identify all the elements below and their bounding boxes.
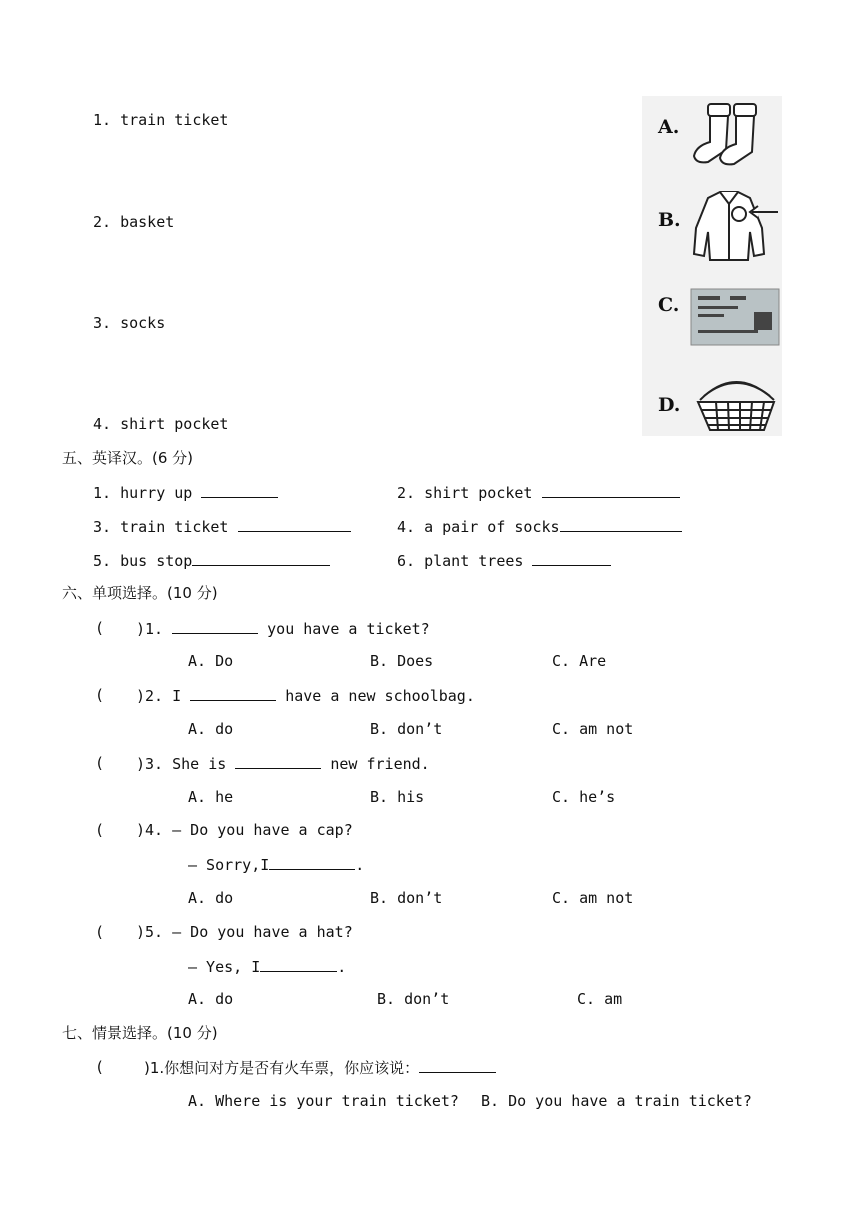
question-1: )1. you have a ticket? xyxy=(136,620,430,638)
q3-option-b[interactable]: B. his xyxy=(370,788,425,806)
q3-option-c[interactable]: C. he’s xyxy=(552,788,616,806)
answer-blank[interactable] xyxy=(235,754,321,769)
shirt-pocket-icon xyxy=(690,188,782,264)
answer-blank[interactable] xyxy=(190,686,276,701)
q1-option-a[interactable]: A. Do xyxy=(188,652,234,670)
answer-blank[interactable] xyxy=(269,855,355,870)
s5-item-4: 4. a pair of socks xyxy=(397,517,682,536)
section-7-title: 七、情景选择。(10 分) xyxy=(62,1024,218,1042)
s5-item-3: 3. train ticket xyxy=(93,517,351,536)
answer-blank[interactable] xyxy=(532,551,611,566)
answer-blank[interactable] xyxy=(260,957,337,972)
s7-q1-option-b[interactable]: B. Do you have a train ticket? xyxy=(481,1092,752,1110)
question-5: )5. — Do you have a hat? xyxy=(136,923,353,941)
answer-blank[interactable] xyxy=(419,1058,496,1073)
match-item-1: 1. train ticket xyxy=(93,111,229,129)
q3-option-a[interactable]: A. he xyxy=(188,788,234,806)
answer-blank[interactable] xyxy=(172,619,258,634)
answer-paren-open[interactable]: ( xyxy=(95,754,105,772)
s5-item-1: 1. hurry up xyxy=(93,483,278,502)
answer-paren-open[interactable]: ( xyxy=(95,1058,105,1076)
q5-option-c[interactable]: C. am xyxy=(577,990,623,1008)
answer-paren-open[interactable]: ( xyxy=(95,923,105,941)
q2-option-a[interactable]: A. do xyxy=(188,720,234,738)
section-6-title: 六、单项选择。(10 分) xyxy=(62,584,218,602)
picture-label-a: A. xyxy=(658,116,680,138)
s7-question-1: )1.你想问对方是否有火车票，你应该说： xyxy=(144,1058,496,1077)
match-item-2: 2. basket xyxy=(93,213,175,231)
question-2: )2. I have a new schoolbag. xyxy=(136,687,475,705)
train-ticket-icon xyxy=(690,288,780,346)
answer-blank[interactable] xyxy=(560,517,682,532)
answer-paren-open[interactable]: ( xyxy=(95,619,105,637)
answer-blank[interactable] xyxy=(192,551,330,566)
q1-option-c[interactable]: C. Are xyxy=(552,652,607,670)
q2-option-c[interactable]: C. am not xyxy=(552,720,634,738)
picture-label-b: B. xyxy=(658,209,681,231)
question-4-reply: — Sorry,I . xyxy=(188,856,365,874)
match-item-3: 3. socks xyxy=(93,314,166,332)
q4-option-b[interactable]: B. don’t xyxy=(370,889,443,907)
question-4: )4. — Do you have a cap? xyxy=(136,821,353,839)
q4-option-a[interactable]: A. do xyxy=(188,889,234,907)
answer-blank[interactable] xyxy=(201,483,278,498)
answer-paren-open[interactable]: ( xyxy=(95,821,105,839)
answer-blank[interactable] xyxy=(542,483,680,498)
question-3: )3. She is new friend. xyxy=(136,755,430,773)
section-5-title: 五、英译汉。(6 分) xyxy=(62,449,194,467)
answer-blank[interactable] xyxy=(238,517,351,532)
q5-option-a[interactable]: A. do xyxy=(188,990,234,1008)
answer-paren-open[interactable]: ( xyxy=(95,686,105,704)
match-item-4: 4. shirt pocket xyxy=(93,415,229,433)
socks-icon xyxy=(686,98,772,168)
q4-option-c[interactable]: C. am not xyxy=(552,889,634,907)
q5-option-b[interactable]: B. don’t xyxy=(377,990,450,1008)
q2-option-b[interactable]: B. don’t xyxy=(370,720,443,738)
q1-option-b[interactable]: B. Does xyxy=(370,652,434,670)
s5-item-2: 2. shirt pocket xyxy=(397,483,680,502)
picture-label-c: C. xyxy=(658,294,680,316)
s5-item-6: 6. plant trees xyxy=(397,551,611,570)
basket-icon xyxy=(694,372,780,434)
s5-item-5: 5. bus stop xyxy=(93,551,330,570)
question-5-reply: — Yes, I . xyxy=(188,958,347,976)
s7-q1-option-a[interactable]: A. Where is your train ticket? xyxy=(188,1092,459,1110)
picture-panel xyxy=(642,96,782,436)
picture-label-d: D. xyxy=(658,394,681,416)
